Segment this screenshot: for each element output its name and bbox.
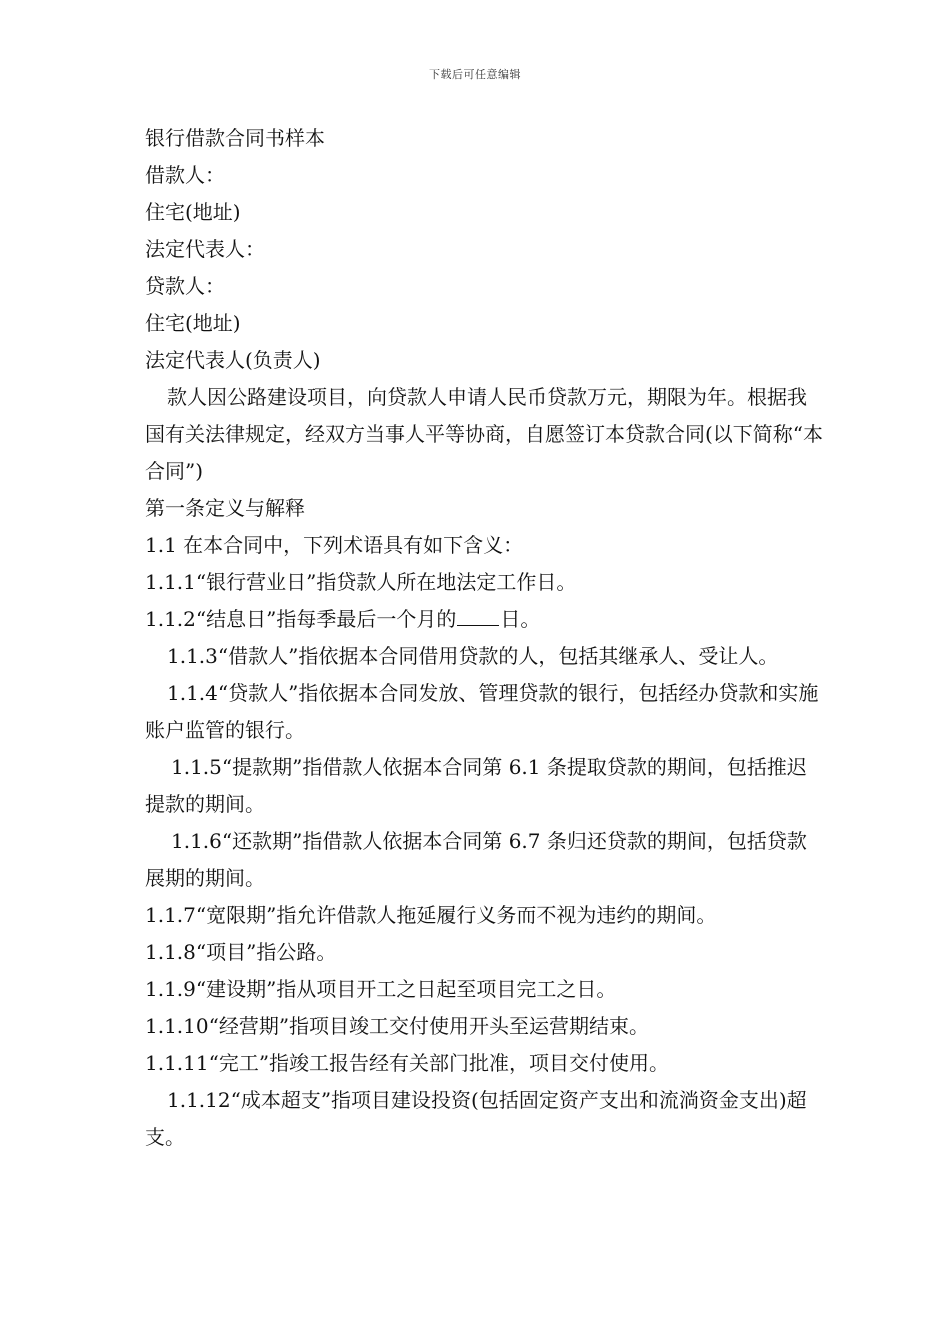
page-header-note: 下载后可任意编辑 [429,68,521,81]
lender-address-label: 住宅(地址) [145,311,241,335]
definition-1-1-11: 1.1.11“完工”指竣工报告经有关部门批准，项目交付使用。 [145,1051,670,1075]
definition-1-1-4: 1.1.4“贷款人”指依据本合同发放、管理贷款的银行，包括经办贷款和实施账户监管的银行。 [145,681,819,742]
fill-in-blank [457,605,499,626]
definition-1-1-1: 1.1.1“银行营业日”指贷款人所在地法定工作日。 [145,570,577,594]
lender-label: 贷款人： [145,274,225,298]
definition-1-1-2 [145,601,825,638]
borrower-representative-label: 法定代表人： [145,237,265,261]
definition-1-1-8: 1.1.8“项目”指公路。 [145,940,337,964]
clause-1-1: 1.1 在本合同中，下列术语具有如下含义： [145,533,524,557]
definition-1-1-12: 1.1.12“成本超支”指项目建设投资(包括固定资产支出和流淌资金支出)超支。 [145,1088,807,1149]
borrower-label: 借款人： [145,163,225,187]
definition-1-1-2-prefix: 1.1.2“结息日”指每季最后一个月的 [145,607,457,631]
definition-1-1-10: 1.1.10“经营期”指项目竣工交付使用开头至运营期结束。 [145,1014,650,1038]
definition-1-1-6: 1.1.6“还款期”指借款人依据本合同第 6.7 条归还贷款的期间，包括贷款展期的期间。 [145,829,807,890]
definition-1-1-2-suffix: 日。 [500,607,541,631]
definition-1-1-5: 1.1.5“提款期”指借款人依据本合同第 6.1 条提取贷款的期间，包括推迟提款的期间。 [145,755,807,816]
borrower-address-label: 住宅(地址) [145,200,241,224]
document-title: 银行借款合同书样本 [145,126,325,150]
definition-1-1-9: 1.1.9“建设期”指从项目开工之日起至项目完工之日。 [145,977,617,1001]
definition-1-1-3: 1.1.3“借款人”指依据本合同借用贷款的人，包括其继承人、受让人。 [167,644,779,668]
lender-representative-label: 法定代表人(负责人) [145,348,321,372]
article-1-heading: 第一条定义与解释 [145,496,305,520]
definition-1-1-7: 1.1.7“宽限期”指允许借款人拖延履行义务而不视为违约的期间。 [145,903,717,927]
document-body [145,120,825,1156]
preamble-paragraph: 款人因公路建设项目，向贷款人申请人民币贷款万元，期限为年。根据我国有关法律规定，经双方当事人平等协商，自愿签订本贷款合同(以下简称“本合同”) [145,385,824,483]
